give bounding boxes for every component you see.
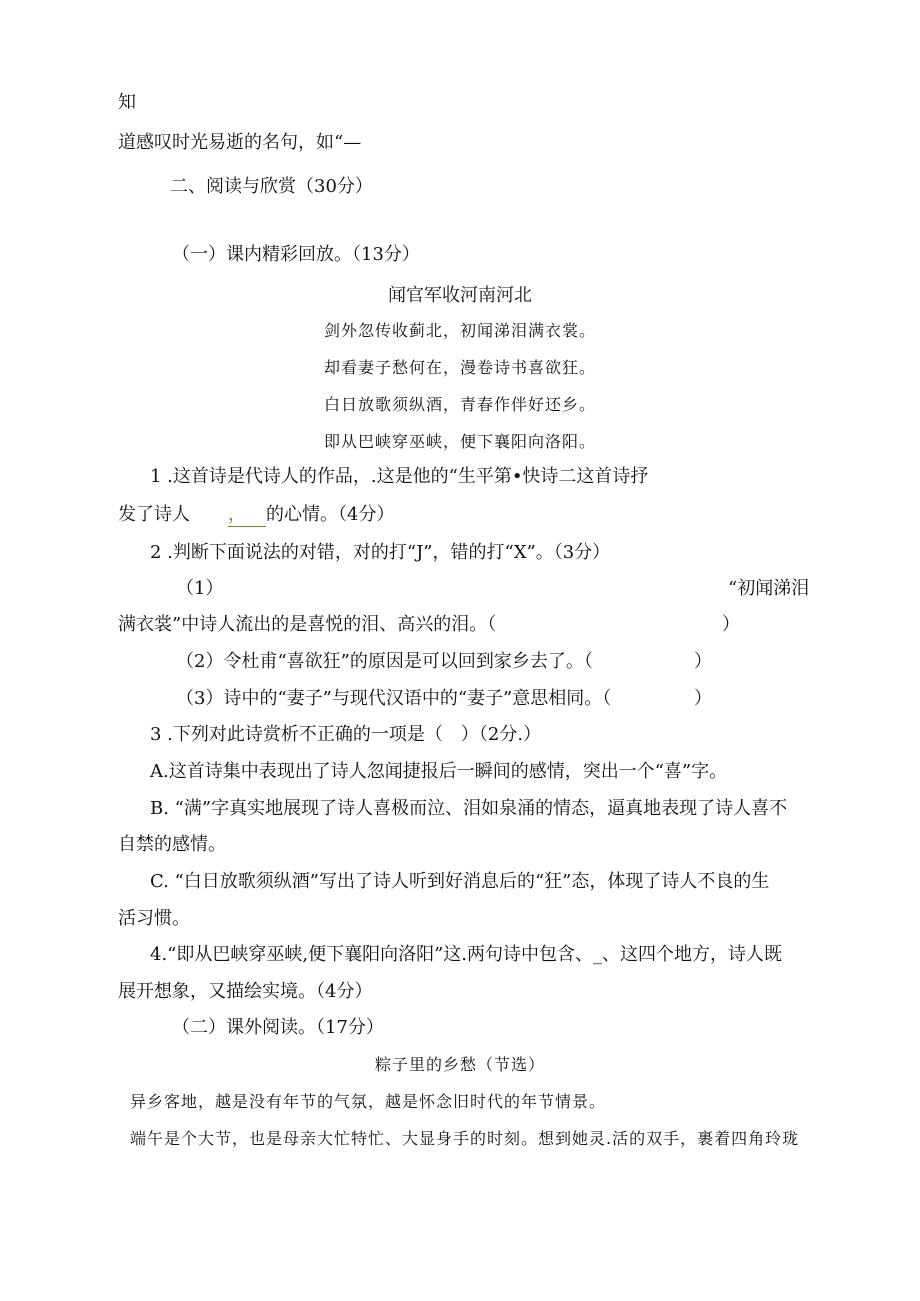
question-1-prefix: 发了诗人 <box>118 504 190 525</box>
essay-paragraph-2: 端午是个大节，也是母亲大忙特忙、大显身手的时刻。想到她灵.活的双手，裹着四角玲珑 <box>130 1129 800 1148</box>
section-title-reading: 二、阅读与欣赏（30分） <box>170 176 373 197</box>
question-2-item-1-right: “初闻涕泪 <box>728 578 810 599</box>
poem-line-1: 剑外忽传收蓟北，初闻涕泪满衣裳。 <box>323 321 596 340</box>
question-3-option-a: A.这首诗集中表现出了诗人忽闻捷报后一瞬间的感情，突出一个“喜”字。 <box>150 761 728 782</box>
answer-blank[interactable]: ， <box>228 504 266 527</box>
question-2-item-1-number: （1） <box>176 578 224 599</box>
question-3-option-c-continued: 活习惯。 <box>118 908 190 929</box>
question-3: 3 .下列对此诗赏析不正确的一项是（ ）（2分.） <box>150 724 542 745</box>
question-4-continued: 展开想象，又描绘实境。（4分） <box>118 981 373 1002</box>
question-1-suffix: 的心情。（4分） <box>266 504 395 525</box>
question-2-item-3: （3）诗中的“妻子”与现代汉语中的“妻子”意思相同。（ <box>176 688 612 709</box>
poem-line-3: 白日放歌须纵酒，青春作伴好还乡。 <box>323 395 596 414</box>
question-4: 4.“即从巴峡穿巫峡,便下襄阳向洛阳”这.两句诗中包含、_、这四个地方，诗人既 <box>150 944 783 965</box>
question-2-item-1-close-paren: ） <box>722 614 740 635</box>
poem-line-4: 即从巴峡穿巫峡，便下襄阳向洛阳。 <box>323 432 596 451</box>
question-2-item-1-continued: 满衣裳”中诗人流出的是喜悦的泪、高兴的泪。（ <box>118 614 497 635</box>
essay-title: 粽子里的乡愁（节选） <box>374 1055 545 1074</box>
text-line-famous-quote: 道感叹时光易逝的名句，如“— <box>118 132 362 153</box>
part-title-in-class: （一）课内精彩回放。（13分） <box>172 244 420 265</box>
poem-title: 闻官军收河南河北 <box>388 285 532 306</box>
question-2-item-2: （2）令杜甫“喜欲狂”的原因是可以回到家乡去了。（ <box>176 651 593 672</box>
part-title-extracurricular: （二）课外阅读。（17分） <box>172 1017 384 1038</box>
poem-line-2: 却看妻子愁何在，漫卷诗书喜欲狂。 <box>323 358 596 377</box>
question-1-continued <box>118 504 394 527</box>
question-1: 1 .这首诗是代诗人的作品，.这是他的“生平第•快诗二这首诗抒 <box>150 466 649 487</box>
essay-paragraph-1: 异乡客地，越是没有年节的气氛，越是怀念旧时代的年节情景。 <box>130 1092 607 1111</box>
question-2-item-3-close-paren: ） <box>694 688 712 709</box>
question-3-option-c: C. “白日放歌须纵酒”写出了诗人听到好消息后的“狂”态，体现了诗人不良的生 <box>150 871 770 892</box>
text-line-zhi: 知 <box>118 92 136 113</box>
question-2: 2 .判断下面说法的对错，对的打“J”，错的打“X”。（3分） <box>150 542 611 563</box>
question-2-item-2-close-paren: ） <box>694 651 712 672</box>
question-3-option-b: B. “满”字真实地展现了诗人喜极而泣、泪如泉涌的情态，逼真地表现了诗人喜不 <box>150 798 788 819</box>
question-3-option-b-continued: 自禁的感情。 <box>118 834 226 855</box>
